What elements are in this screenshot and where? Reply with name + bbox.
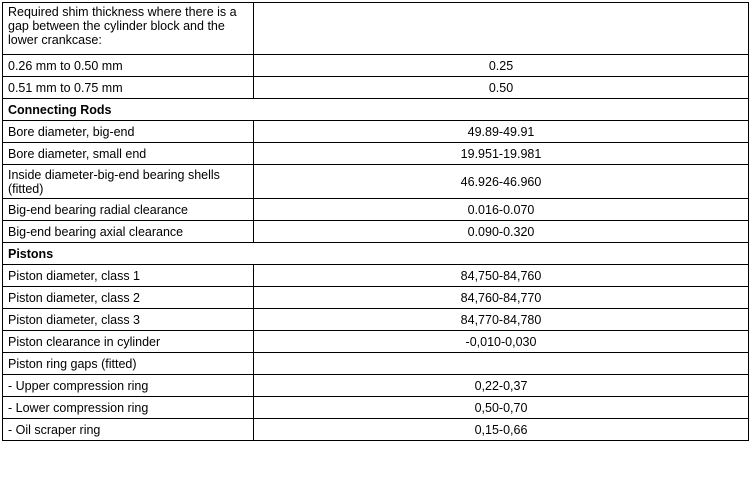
table-row	[3, 419, 749, 441]
section-heading: Connecting Rods	[3, 99, 749, 121]
table-row	[3, 265, 749, 287]
spec-label: Big-end bearing axial clearance	[3, 221, 254, 243]
spec-label: 0.26 mm to 0.50 mm	[3, 55, 254, 77]
table-row	[3, 55, 749, 77]
spec-label: Piston diameter, class 1	[3, 265, 254, 287]
spec-label: Piston diameter, class 3	[3, 309, 254, 331]
spec-label: Piston diameter, class 2	[3, 287, 254, 309]
spec-value	[254, 3, 749, 55]
spec-label: Required shim thickness where there is a gap between the cylinder block and the lower crankcase:	[3, 3, 254, 55]
spec-value: 0,22-0,37	[254, 375, 749, 397]
table-row	[3, 397, 749, 419]
spec-value: 84,770-84,780	[254, 309, 749, 331]
table-row	[3, 331, 749, 353]
spec-label: Bore diameter, big-end	[3, 121, 254, 143]
table-row	[3, 375, 749, 397]
section-heading: Pistons	[3, 243, 749, 265]
table-row	[3, 221, 749, 243]
table-row	[3, 121, 749, 143]
spec-label: Bore diameter, small end	[3, 143, 254, 165]
spec-value: 0.090-0.320	[254, 221, 749, 243]
section-header-row	[3, 99, 749, 121]
spec-value: 0,50-0,70	[254, 397, 749, 419]
spec-value: -0,010-0,030	[254, 331, 749, 353]
spec-value	[254, 353, 749, 375]
section-header-row	[3, 243, 749, 265]
spec-value: 19.951-19.981	[254, 143, 749, 165]
spec-value: 49.89-49.91	[254, 121, 749, 143]
table-row	[3, 199, 749, 221]
spec-label: Piston clearance in cylinder	[3, 331, 254, 353]
spec-value: 46.926-46.960	[254, 165, 749, 199]
spec-value: 84,750-84,760	[254, 265, 749, 287]
specifications-table	[2, 2, 749, 441]
spec-value: 0.50	[254, 77, 749, 99]
spec-value: 0.016-0.070	[254, 199, 749, 221]
table-row	[3, 165, 749, 199]
spec-label: Piston ring gaps (fitted)	[3, 353, 254, 375]
spec-value: 0.25	[254, 55, 749, 77]
spec-label: - Lower compression ring	[3, 397, 254, 419]
spec-label: - Upper compression ring	[3, 375, 254, 397]
table-row	[3, 3, 749, 55]
spec-label: Big-end bearing radial clearance	[3, 199, 254, 221]
table-row	[3, 287, 749, 309]
table-row	[3, 143, 749, 165]
spec-label: Inside diameter-big-end bearing shells (fitted)	[3, 165, 254, 199]
table-row	[3, 309, 749, 331]
table-row	[3, 77, 749, 99]
spec-label: 0.51 mm to 0.75 mm	[3, 77, 254, 99]
spec-value: 84,760-84,770	[254, 287, 749, 309]
table-row	[3, 353, 749, 375]
spec-label: - Oil scraper ring	[3, 419, 254, 441]
spec-value: 0,15-0,66	[254, 419, 749, 441]
